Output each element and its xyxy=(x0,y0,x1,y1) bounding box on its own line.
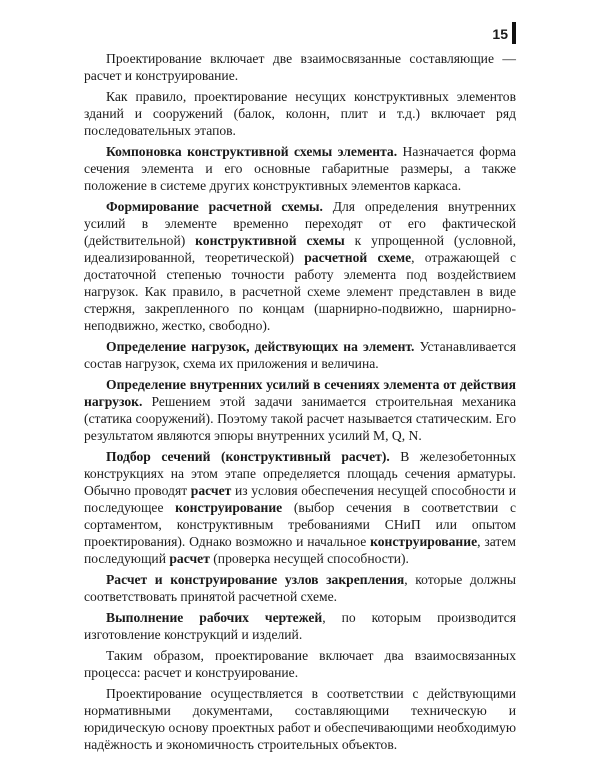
paragraph xyxy=(84,50,516,84)
paragraph xyxy=(84,338,516,372)
bold-term: расчет xyxy=(169,551,210,566)
paragraph xyxy=(84,647,516,681)
bold-term: расчет xyxy=(190,483,232,498)
text-run: из условия обеспечения несущей способности и последующее xyxy=(84,483,516,515)
text-run: Проектирование осуществляется в соответствии с действующими нормативными документами, составляющими техническую и юридическую основу проектных работ и обеспечивающими необходимую надёжность и экономичность строительных объектов. xyxy=(84,686,516,752)
text-run: (проверка несущей способности). xyxy=(209,551,409,566)
text-run: , затем последующий xyxy=(84,534,516,566)
bold-term: Компоновка конструктивной схемы элемента. xyxy=(106,144,398,159)
paragraph xyxy=(84,198,516,334)
paragraph xyxy=(84,609,516,643)
text-run: Назначается форма сечения элемента и его основные габаритные размеры, а также положение в системе других конструктивных элементов каркаса. xyxy=(84,144,516,193)
text-run: Проектирование включает две взаимосвязанные составляющие — расчет и конструирование. xyxy=(84,51,516,83)
paragraph xyxy=(84,88,516,139)
page-number-bar xyxy=(512,22,516,44)
bold-term: Формирование расчетной схемы. xyxy=(106,199,323,214)
text-run: , которые должны соответствовать принятой расчетной схеме. xyxy=(84,572,516,604)
bold-term: Определение нагрузок, действующих на элемент. xyxy=(106,339,415,354)
text-run: Для определения внутренних усилий в элементе временно переходят от его фактической (действительной) xyxy=(84,199,516,248)
text-run: , по которым производится изготовление конструкций и изделий. xyxy=(84,610,516,642)
bold-term: Определение внутренних усилий в сечениях элемента от действия нагрузок. xyxy=(84,377,516,409)
paragraph xyxy=(84,143,516,194)
bold-term: Выполнение рабочих чертежей xyxy=(106,610,323,625)
text-run: к упрощенной (условной, идеализированной, теоретической) xyxy=(84,233,516,265)
page-body xyxy=(84,50,516,757)
text-run: В железобетонных конструкциях на этом этапе определяется площадь сечения арматуры. Обычно проводят xyxy=(84,449,516,498)
bold-term: Подбор сечений (конструктивный расчет). xyxy=(106,449,390,464)
text-run: Как правило, проектирование несущих конструктивных элементов зданий и сооружений (балок, колонн, плит и т.д.) включает ряд последовательных этапов. xyxy=(84,89,516,138)
page-number: 15 xyxy=(492,26,508,42)
text-run: Таким образом, проектирование включает два взаимосвязанных процесса: расчет и конструирование. xyxy=(84,648,516,680)
text-run: Решением этой задачи занимается строительная механика (статика сооружений). Поэтому такой расчет называется статическим. Его результатом являются эпюры внутренних усилий M, Q, N. xyxy=(84,394,516,443)
text-run: Устанавливается состав нагрузок, схема их приложения и величина. xyxy=(84,339,516,371)
text-run: , отражающей с достаточной степенью точности работу элемента под воздействием нагрузок. Как правило, в расчетной схеме элемент представлен в виде стержня, закрепленного по концам (шарнирно-подвижно, шарнирно-неподвижно, жестко, свободно). xyxy=(84,250,517,333)
paragraph xyxy=(84,448,516,567)
bold-term: конструирование xyxy=(370,534,478,549)
text-run: (выбор сечения в соответствии с сортаментом, конструктивным требованиями СНиП или опытом проектирования). Однако возможно и начальное xyxy=(84,500,516,549)
paragraph xyxy=(84,571,516,605)
paragraph xyxy=(84,685,516,753)
bold-term: расчетной схеме xyxy=(304,250,412,265)
bold-term: Расчет и конструирование узлов закрепления xyxy=(106,572,405,587)
bold-term: конструктивной схемы xyxy=(195,233,345,248)
bold-term: конструирование xyxy=(175,500,283,515)
paragraph xyxy=(84,376,516,444)
